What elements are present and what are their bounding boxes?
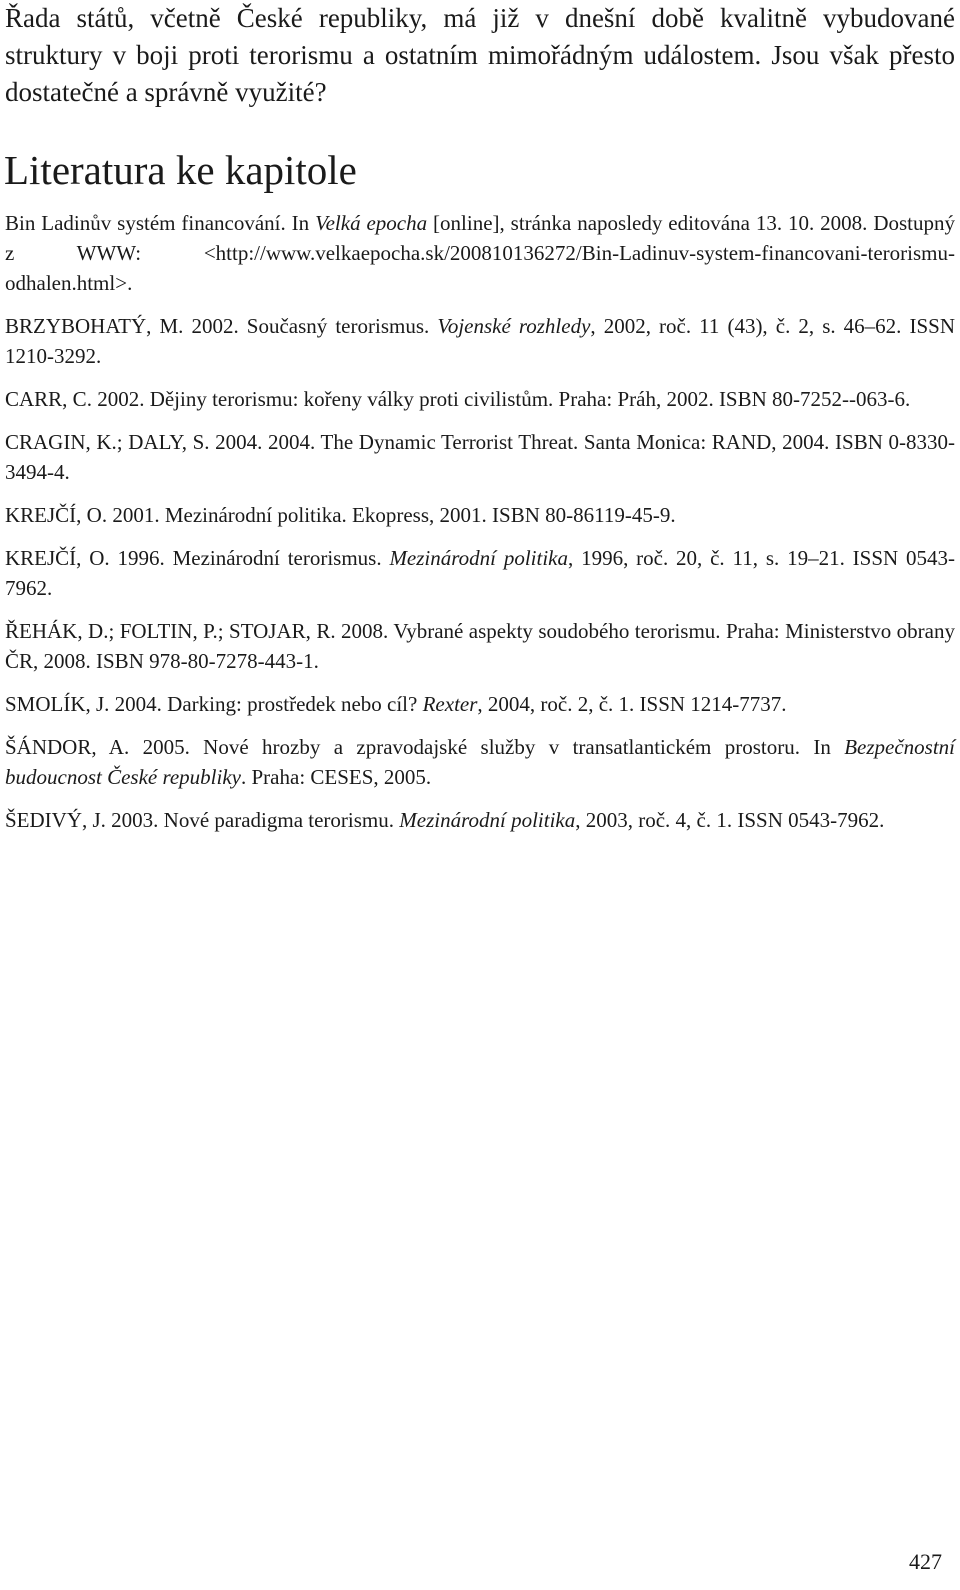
reference-source-title: Vojenské rozhledy: [437, 314, 591, 338]
reference-source-title: Bezpečnostní budoucnost České republiky: [5, 735, 955, 789]
reference-item: [5, 208, 955, 298]
reference-text: ŘEHÁK, D.; FOLTIN, P.; STOJAR, R. 2008. Vybrané aspekty soudobého terorismu. Praha: Ministerstvo obrany ČR, 2008. ISBN 978-80-7278-443-1.: [5, 619, 955, 673]
section-heading: Literatura ke kapitole: [4, 147, 357, 193]
reference-source-title: Rexter: [422, 692, 478, 716]
reference-item: [5, 384, 955, 414]
intro-paragraph: Řada států, včetně České republiky, má již v dnešní době kvalitně vybudované struktury v boji proti terorismu a ostatním mimořádným událostem. Jsou však přesto dostatečné a správně využité?: [5, 3, 955, 107]
reference-text: CARR, C. 2002. Dějiny terorismu: kořeny války proti civilistům. Praha: Práh, 2002. ISBN 80-7252--063-6.: [5, 387, 911, 411]
reference-source-title: Velká epocha: [315, 211, 428, 235]
reference-item: [5, 805, 955, 835]
reference-item: [5, 543, 955, 603]
reference-source-title: Mezinárodní politika: [399, 808, 576, 832]
reference-text: ŠÁNDOR, A. 2005. Nové hrozby a zpravodajské služby v transatlantickém prostoru. In: [5, 735, 845, 759]
reference-item: [5, 732, 955, 792]
page-number: 427: [909, 1549, 942, 1574]
reference-text: , 2002, roč. 11 (43), č. 2, s. 46–62. ISSN 1210-3292.: [5, 314, 956, 368]
reference-text: CRAGIN, K.; DALY, S. 2004. 2004. The Dynamic Terrorist Threat. Santa Monica: RAND, 2004. ISBN 0-8330-3494-4.: [5, 430, 955, 484]
reference-source-title: Mezinárodní politika: [389, 546, 568, 570]
reference-item: [5, 616, 955, 676]
reference-text: , 2004, roč. 2, č. 1. ISSN 1214-7737.: [477, 692, 787, 716]
reference-text: , 2003, roč. 4, č. 1. ISSN 0543-7962.: [575, 808, 885, 832]
reference-text: BRZYBOHATÝ, M. 2002. Současný terorismus.: [5, 314, 438, 338]
reference-text: Bin Ladinův systém financování. In: [5, 211, 316, 235]
reference-text: KREJČÍ, O. 1996. Mezinárodní terorismus.: [5, 546, 390, 570]
reference-text: [online], stránka naposledy editována 13. 10. 2008. Dostupný z WWW: <http://www.velkaepocha.sk/200810136272/Bin-Ladinuv-system-financovani-terorismu-odhalen.html>.: [5, 211, 955, 295]
reference-item: [5, 500, 955, 530]
reference-list: [5, 208, 955, 848]
reference-item: [5, 689, 955, 719]
reference-item: [5, 427, 955, 487]
reference-text: , 1996, roč. 20, č. 11, s. 19–21. ISSN 0543-7962.: [5, 546, 955, 600]
reference-text: SMOLÍK, J. 2004. Darking: prostředek nebo cíl?: [5, 692, 423, 716]
reference-text: . Praha: CESES, 2005.: [241, 765, 432, 789]
reference-text: KREJČÍ, O. 2001. Mezinárodní politika. Ekopress, 2001. ISBN 80-86119-45-9.: [5, 503, 676, 527]
reference-item: [5, 311, 955, 371]
reference-text: ŠEDIVÝ, J. 2003. Nové paradigma terorismu.: [5, 808, 400, 832]
